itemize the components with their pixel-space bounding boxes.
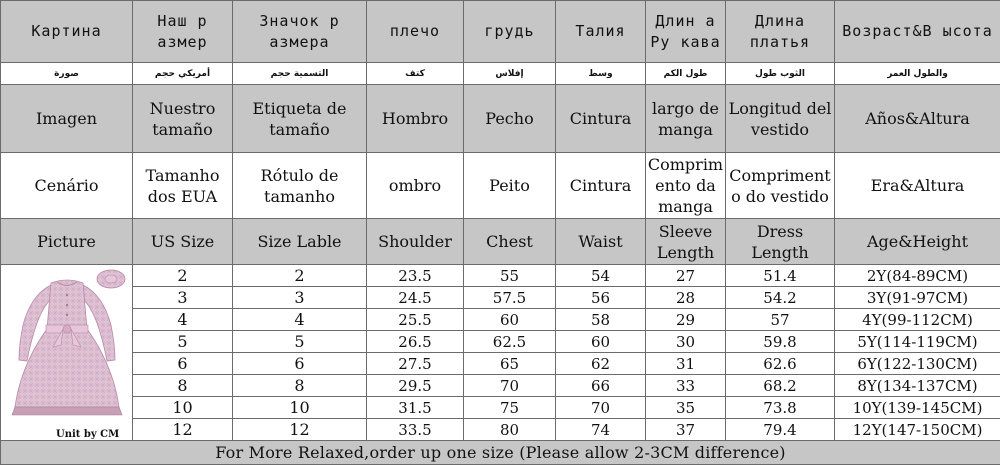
cell-chest: 57.5 xyxy=(464,287,556,309)
cell-chest: 62.5 xyxy=(464,331,556,353)
header-ru-age-height: Возраст&В ысота xyxy=(835,1,1000,63)
header-row-spanish xyxy=(1,85,1000,153)
header-es-picture: Imagen xyxy=(1,85,133,153)
header-pt-our-size: Tamanho dos EUA xyxy=(133,153,233,219)
cell-shoulder: 27.5 xyxy=(367,353,464,375)
cell-chest: 65 xyxy=(464,353,556,375)
cell-us-size: 6 xyxy=(133,353,233,375)
header-ru-shoulder: плечо xyxy=(367,1,464,63)
cell-shoulder: 33.5 xyxy=(367,419,464,441)
header-es-chest: Pecho xyxy=(464,85,556,153)
header-ar-size-label: التسمية حجم xyxy=(233,63,367,85)
cell-age-height: 8Y(134-137CM) xyxy=(835,375,1000,397)
cell-size-label: 4 xyxy=(233,309,367,331)
cell-size-label: 3 xyxy=(233,287,367,309)
header-ar-age-height: والطول العمر xyxy=(835,63,1000,85)
cell-age-height: 2Y(84-89CM) xyxy=(835,265,1000,287)
cell-age-height: 12Y(147-150CM) xyxy=(835,419,1000,441)
girl-lace-dress-image xyxy=(1,265,132,441)
cell-dress-length: 51.4 xyxy=(726,265,835,287)
header-pt-picture: Cenário xyxy=(1,153,133,219)
header-ar-chest: إفلاس xyxy=(464,63,556,85)
cell-size-label: 10 xyxy=(233,397,367,419)
header-en-chest: Chest xyxy=(464,219,556,265)
header-en-dress-length: Dress Length xyxy=(726,219,835,265)
header-ar-sleeve: طول الكم xyxy=(646,63,726,85)
header-pt-sleeve: Comprim ento da manga xyxy=(646,153,726,219)
cell-sleeve: 33 xyxy=(646,375,726,397)
cell-dress-length: 73.8 xyxy=(726,397,835,419)
header-pt-waist: Cintura xyxy=(556,153,646,219)
footer-note: For More Relaxed,order up one size (Please allow 2-3CM difference) xyxy=(1,441,1000,465)
header-en-picture: Picture xyxy=(1,219,133,265)
header-es-shoulder: Hombro xyxy=(367,85,464,153)
cell-dress-length: 62.6 xyxy=(726,353,835,375)
header-row-portuguese xyxy=(1,153,1000,219)
header-pt-age-height: Era&Altura xyxy=(835,153,1000,219)
header-es-age-height: Años&Altura xyxy=(835,85,1000,153)
table-row xyxy=(1,287,1000,309)
header-row-russian xyxy=(1,1,1000,63)
table-row xyxy=(1,419,1000,441)
cell-sleeve: 30 xyxy=(646,331,726,353)
cell-chest: 75 xyxy=(464,397,556,419)
cell-sleeve: 29 xyxy=(646,309,726,331)
cell-waist: 74 xyxy=(556,419,646,441)
header-en-sleeve: Sleeve Length xyxy=(646,219,726,265)
cell-waist: 60 xyxy=(556,331,646,353)
header-en-us-size: US Size xyxy=(133,219,233,265)
cell-us-size: 8 xyxy=(133,375,233,397)
header-ar-waist: وسط xyxy=(556,63,646,85)
cell-chest: 55 xyxy=(464,265,556,287)
cell-waist: 70 xyxy=(556,397,646,419)
header-en-waist: Waist xyxy=(556,219,646,265)
table-row xyxy=(1,309,1000,331)
cell-dress-length: 57 xyxy=(726,309,835,331)
cell-sleeve: 37 xyxy=(646,419,726,441)
cell-chest: 60 xyxy=(464,309,556,331)
header-en-age-height: Age&Height xyxy=(835,219,1000,265)
cell-us-size: 2 xyxy=(133,265,233,287)
header-row-arabic xyxy=(1,63,1000,85)
table-row xyxy=(1,331,1000,353)
cell-size-label: 5 xyxy=(233,331,367,353)
header-es-size-label: Etiqueta de tamaño xyxy=(233,85,367,153)
header-ru-waist: Талия xyxy=(556,1,646,63)
cell-shoulder: 26.5 xyxy=(367,331,464,353)
cell-size-label: 8 xyxy=(233,375,367,397)
table-row xyxy=(1,265,1000,287)
header-es-dress-length: Longitud del vestido xyxy=(726,85,835,153)
header-ar-dress-length: الثوب طول xyxy=(726,63,835,85)
cell-shoulder: 25.5 xyxy=(367,309,464,331)
cell-dress-length: 79.4 xyxy=(726,419,835,441)
cell-chest: 80 xyxy=(464,419,556,441)
cell-sleeve: 27 xyxy=(646,265,726,287)
cell-shoulder: 24.5 xyxy=(367,287,464,309)
footer-row xyxy=(1,441,1000,465)
cell-us-size: 3 xyxy=(133,287,233,309)
cell-us-size: 10 xyxy=(133,397,233,419)
header-ru-chest: грудь xyxy=(464,1,556,63)
header-ru-size-label: Значок р азмера xyxy=(233,1,367,63)
cell-chest: 70 xyxy=(464,375,556,397)
cell-waist: 54 xyxy=(556,265,646,287)
header-es-sleeve: largo de manga xyxy=(646,85,726,153)
cell-size-label: 2 xyxy=(233,265,367,287)
cell-waist: 66 xyxy=(556,375,646,397)
header-ar-shoulder: كتف xyxy=(367,63,464,85)
product-picture-cell xyxy=(1,265,133,441)
dress-icon xyxy=(1,265,132,441)
cell-waist: 56 xyxy=(556,287,646,309)
cell-shoulder: 29.5 xyxy=(367,375,464,397)
table-row xyxy=(1,375,1000,397)
cell-dress-length: 54.2 xyxy=(726,287,835,309)
cell-age-height: 5Y(114-119CM) xyxy=(835,331,1000,353)
cell-dress-length: 59.8 xyxy=(726,331,835,353)
header-ar-picture: صورة xyxy=(1,63,133,85)
header-ru-sleeve: Длин а Ру кава xyxy=(646,1,726,63)
header-pt-size-label: Rótulo de tamanho xyxy=(233,153,367,219)
cell-sleeve: 31 xyxy=(646,353,726,375)
unit-note: Unit by CM xyxy=(56,426,119,441)
cell-waist: 62 xyxy=(556,353,646,375)
header-es-waist: Cintura xyxy=(556,85,646,153)
header-pt-dress-length: Compriment o do vestido xyxy=(726,153,835,219)
header-pt-shoulder: ombro xyxy=(367,153,464,219)
cell-shoulder: 31.5 xyxy=(367,397,464,419)
cell-size-label: 12 xyxy=(233,419,367,441)
header-row-english xyxy=(1,219,1000,265)
headband-icon xyxy=(97,270,125,288)
table-row xyxy=(1,353,1000,375)
header-ru-picture: Картина xyxy=(1,1,133,63)
header-pt-chest: Peito xyxy=(464,153,556,219)
cell-waist: 58 xyxy=(556,309,646,331)
cell-age-height: 6Y(122-130CM) xyxy=(835,353,1000,375)
cell-us-size: 12 xyxy=(133,419,233,441)
cell-age-height: 4Y(99-112CM) xyxy=(835,309,1000,331)
cell-us-size: 4 xyxy=(133,309,233,331)
cell-age-height: 3Y(91-97CM) xyxy=(835,287,1000,309)
header-ru-dress-length: Длина платья xyxy=(726,1,835,63)
table-row xyxy=(1,397,1000,419)
cell-sleeve: 28 xyxy=(646,287,726,309)
cell-us-size: 5 xyxy=(133,331,233,353)
cell-shoulder: 23.5 xyxy=(367,265,464,287)
header-es-our-size: Nuestro tamaño xyxy=(133,85,233,153)
header-en-shoulder: Shoulder xyxy=(367,219,464,265)
cell-size-label: 6 xyxy=(233,353,367,375)
header-en-size-label: Size Lable xyxy=(233,219,367,265)
cell-sleeve: 35 xyxy=(646,397,726,419)
cell-dress-length: 68.2 xyxy=(726,375,835,397)
header-ru-our-size: Наш р азмер xyxy=(133,1,233,63)
header-ar-our-size: أمريكي حجم xyxy=(133,63,233,85)
cell-age-height: 10Y(139-145CM) xyxy=(835,397,1000,419)
